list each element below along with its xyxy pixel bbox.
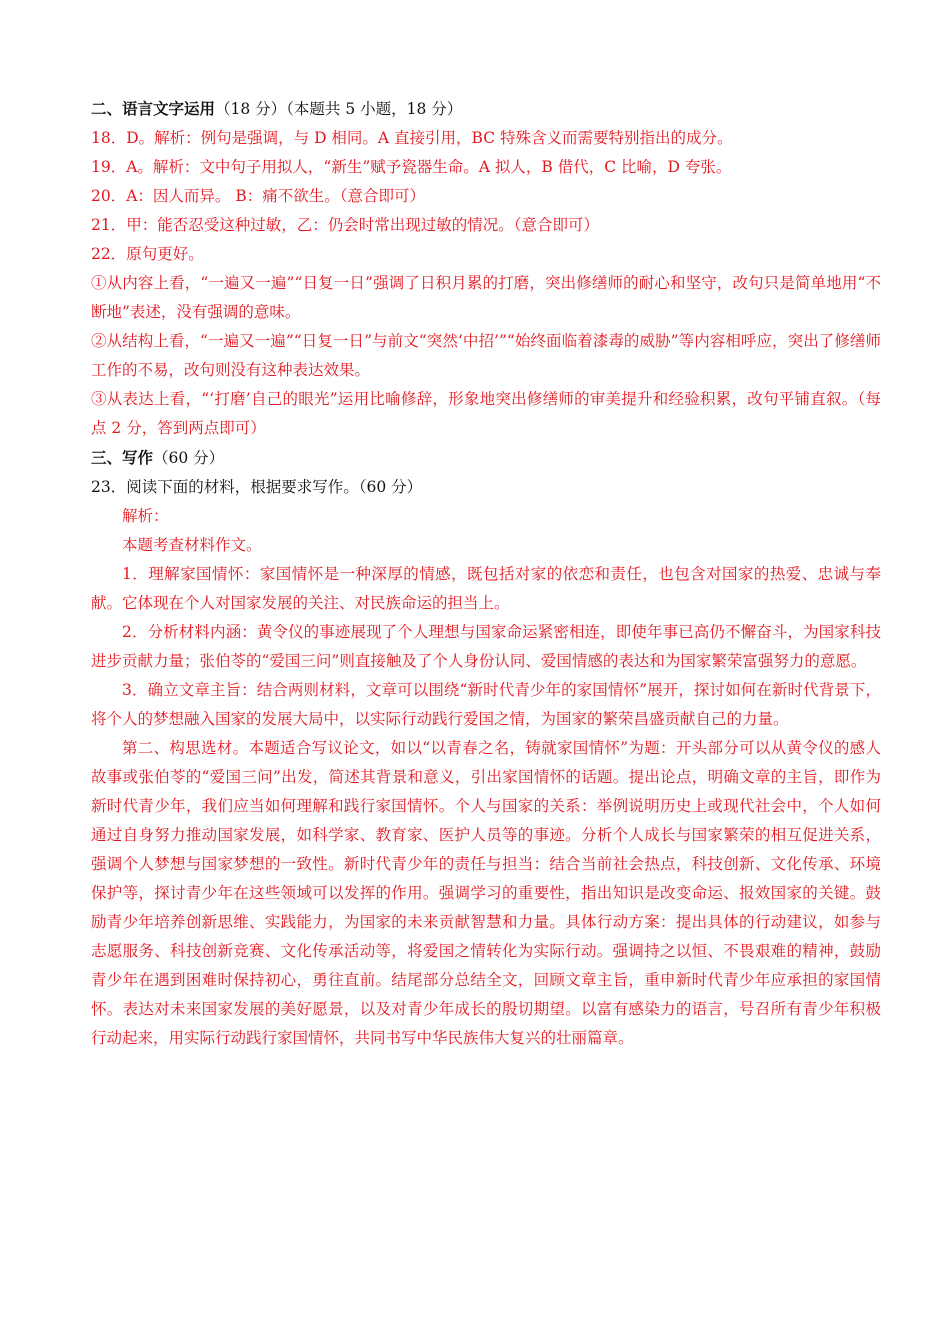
analysis-label: 解析： — [122, 507, 169, 525]
answer-22: 22．原句更好。 — [91, 245, 204, 263]
analysis-point-2: 2．分析材料内涵：黄令仪的事迹展现了个人理想与国家命运紧密相连，即使年事已高仍不懈奋斗，为国家科技进步贡献力量；张伯苓的“爱国三问”则直接触及了个人身份认同、爱国情感的表达和为国家繁荣富强努力的意愿。 — [91, 623, 881, 670]
analysis-point-3: 3．确立文章主旨：结合两则材料，文章可以围绕“新时代青少年的家国情怀”展开，探讨如何在新时代背景下，将个人的梦想融入国家的发展大局中，以实际行动践行爱国之情，为国家的繁荣昌盛贡献自己的力量。 — [91, 681, 881, 728]
answer-22-point-2: ②从结构上看，“一遍又一遍”“日复一日”与前文“突然‘中招’”“始终面临着漆毒的威胁”等内容相呼应，突出了修缮师工作的不易，改句则没有这种表达效果。 — [91, 332, 881, 379]
answer-page — [91, 94, 881, 1053]
section-2-heading — [91, 94, 881, 124]
answer-20: 20．A：因人而异。 B：痛不欲生。（意合即可） — [91, 187, 425, 205]
analysis-point-1: 1．理解家国情怀：家国情怀是一种深厚的情感，既包括对家的依恋和责任，也包含对国家的热爱、忠诚与奉献。它体现在个人对国家发展的关注、对民族命运的担当上。 — [91, 565, 881, 612]
section-3-title: 三、写作 — [91, 448, 154, 467]
analysis-intro: 本题考查材料作文。 — [122, 536, 262, 554]
conception-paragraph: 第二、构思选材。本题适合写议论文，如以“以青春之名，铸就家国情怀”为题：开头部分可以从黄令仪的感人故事或张伯苓的“爱国三问”出发，简述其背景和意义，引出家国情怀的话题。提出论点，明确文章的主旨，即作为新时代青少年，我们应当如何理解和践行家国情怀。个人与国家的关系：举例说明历史上或现代社会中，个人如何通过自身努力推动国家发展，如科学家、教育家、医护人员等的事迹。分析个人成长与国家繁荣的相互促进关系，强调个人梦想与国家梦想的一致性。新时代青少年的责任与担当：结合当前社会热点，科技创新、文化传承、环境保护等，探讨青少年在这些领域可以发挥的作用。强调学习的重要性，指出知识是改变命运、报效国家的关键。鼓励青少年培养创新思维、实践能力，为国家的未来贡献智慧和力量。具体行动方案：提出具体的行动建议，如参与志愿服务、科技创新竞赛、文化传承活动等，将爱国之情转化为实际行动。强调持之以恒、不畏艰难的精神，鼓励青少年在遇到困难时保持初心，勇往直前。结尾部分总结全文，回顾文章主旨，重申新时代青少年应承担的家国情怀。表达对未来国家发展的美好愿景，以及对青少年成长的殷切期望。以富有感染力的语言，号召所有青少年积极行动起来，用实际行动践行家国情怀，共同书写中华民族伟大复兴的壮丽篇章。 — [91, 739, 881, 1047]
answer-18: 18．D。解析：例句是强调，与 D 相同。A 直接引用，BC 特殊含义而需要特别指出的成分。 — [91, 129, 733, 147]
answer-22-point-3: ③从表达上看，“‘打磨’自己的眼光”运用比喻修辞，形象地突出修缮师的审美提升和经验积累，改句平铺直叙。（每点 2 分，答到两点即可） — [91, 390, 881, 437]
section-3-note: （60 分） — [153, 449, 225, 467]
answer-19: 19．A。解析：文中句子用拟人，“新生”赋予瓷器生命。A 拟人，B 借代，C 比喻，D 夸张。 — [91, 158, 732, 176]
section-3-heading — [91, 443, 881, 473]
section-2-note: （18 分）（本题共 5 小题，18 分） — [215, 100, 463, 118]
question-23: 23．阅读下面的材料，根据要求写作。（60 分） — [91, 478, 423, 496]
answer-21: 21．甲：能否忍受这种过敏，乙：仍会时常出现过敏的情况。（意合即可） — [91, 216, 599, 234]
answer-22-point-1: ①从内容上看，“一遍又一遍”“日复一日”强调了日积月累的打磨，突出修缮师的耐心和坚守，改句只是简单地用“不断地”表述，没有强调的意味。 — [91, 274, 881, 321]
section-2-title: 二、语言文字运用 — [91, 99, 216, 118]
